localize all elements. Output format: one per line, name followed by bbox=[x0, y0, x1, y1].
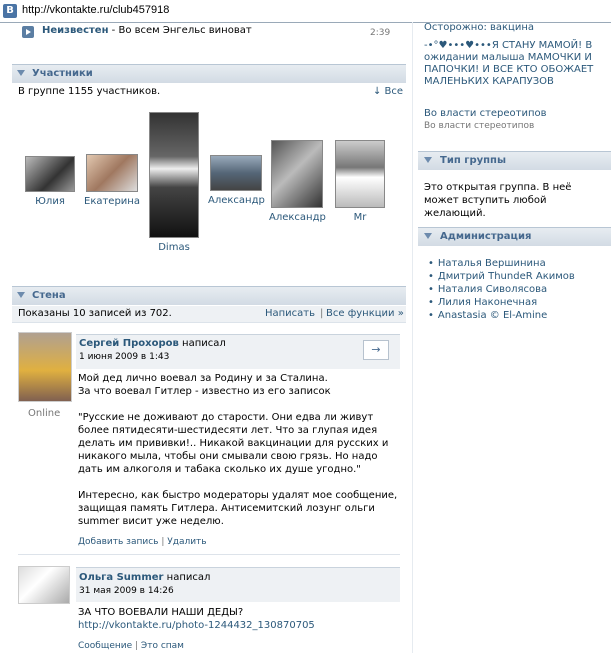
wall-subbar bbox=[12, 306, 406, 323]
audio-artist: Неизвестен bbox=[42, 25, 109, 36]
post-divider bbox=[18, 554, 400, 555]
post-text-line: За что воевал Гитлер - известно из его записок bbox=[78, 386, 331, 397]
members-all-link[interactable]: ↓ Все bbox=[373, 86, 404, 97]
admin-item[interactable]: • Дмитрий ThundeR Акимов bbox=[428, 270, 575, 283]
link-subtitle: Во власти стереотипов bbox=[424, 121, 535, 131]
post-author-name[interactable]: Ольга Summer bbox=[79, 572, 164, 583]
collapse-triangle-icon bbox=[424, 157, 432, 163]
column-divider bbox=[412, 22, 413, 653]
news-text[interactable]: -•°♥•••♥•••Я СТАНУ МАМОЙ! В ожидании малыша МАМОЧКИ И ПАПОЧКИ! И ВСЕ КТО ОБОЖАЕТ МАЛЕНЬКИХ КАРАПУЗОВ bbox=[424, 40, 594, 87]
post-actions: Сообщение | Это спам bbox=[78, 641, 184, 651]
post-date: 31 мая 2009 в 14:26 bbox=[79, 586, 174, 596]
post-text-line: ЗА ЧТО ВОЕВАЛИ НАШИ ДЕДЫ? bbox=[78, 607, 244, 618]
post-text-line: Мой дед лично воевал за Родину и за Сталина. bbox=[78, 373, 328, 384]
member-avatar bbox=[149, 112, 199, 238]
address-url[interactable]: http://vkontakte.ru/club457918 bbox=[22, 4, 170, 16]
audio-title: - Во всем Энгельс виноват bbox=[108, 25, 252, 36]
post-text-quote: "Русские не доживают до старости. Они едва ли живут более пятидесяти-шестидесяти лет. Что за глупая идея делать им прививки!.. Никакой вакцинации для русских и никакого мыла, чтобы они смывали свою грязь. Но надо дать им алкоголя и табака сколько их душе угодно." bbox=[78, 412, 389, 475]
member-name: Александр bbox=[208, 195, 265, 206]
reply-button[interactable]: → bbox=[363, 340, 389, 360]
admins-title: Администрация bbox=[440, 231, 532, 242]
wall-shown-count: Показаны 10 записей из 702. bbox=[18, 308, 172, 319]
add-entry-link[interactable]: Добавить запись bbox=[78, 537, 159, 547]
admin-item[interactable]: • Наталия Сиволясова bbox=[428, 283, 575, 296]
group-type-title: Тип группы bbox=[440, 155, 506, 166]
post-author-name[interactable]: Сергей Прохоров bbox=[79, 338, 179, 349]
post-verb: написал bbox=[182, 338, 226, 349]
admins-list bbox=[428, 257, 575, 322]
member-name: Екатерина bbox=[84, 196, 140, 207]
member-item[interactable] bbox=[269, 140, 325, 223]
message-link[interactable]: Сообщение bbox=[78, 641, 133, 651]
post-body bbox=[78, 606, 398, 632]
member-name: Юлия bbox=[35, 196, 65, 207]
delete-link[interactable]: Удалить bbox=[167, 537, 207, 547]
admin-item[interactable]: • Anastasia © El-Amine bbox=[428, 309, 575, 322]
member-avatar bbox=[335, 140, 385, 208]
collapse-triangle-icon bbox=[17, 70, 25, 76]
wall-write-link[interactable]: Написать bbox=[265, 308, 316, 319]
member-item[interactable] bbox=[83, 154, 141, 207]
post-header bbox=[76, 567, 400, 602]
member-name: Александр bbox=[269, 212, 326, 223]
post-author-avatar[interactable] bbox=[18, 332, 72, 402]
members-title: Участники bbox=[32, 68, 93, 79]
member-avatar bbox=[25, 156, 75, 192]
audio-duration: 2:39 bbox=[370, 28, 391, 38]
wall-header[interactable] bbox=[12, 286, 406, 305]
post-date: 1 июня 2009 в 1:43 bbox=[79, 352, 170, 362]
group-type-header[interactable] bbox=[418, 151, 611, 170]
admin-item[interactable]: • Лилия Наконечная bbox=[428, 296, 575, 309]
group-type-text: Это открытая группа. В неё может вступить любой желающий. bbox=[424, 182, 572, 219]
member-item[interactable] bbox=[332, 140, 388, 223]
wall-separator: | bbox=[320, 308, 324, 319]
members-header[interactable] bbox=[12, 64, 406, 83]
members-count: В группе 1155 участников. bbox=[18, 86, 161, 97]
member-avatar bbox=[271, 140, 323, 208]
post-author-avatar[interactable] bbox=[18, 566, 70, 604]
news-top-link[interactable]: Осторожно: вакцина bbox=[424, 22, 535, 33]
address-bar bbox=[0, 0, 611, 23]
post-text-paragraph: Интересно, как быстро модераторы удалят мое сообщение, защищая память Гитлера. Антисемитский лозунг ольги summer висит уже неделю. bbox=[78, 490, 398, 527]
post-link[interactable]: http://vkontakte.ru/photo-1244432_130870705 bbox=[78, 620, 315, 631]
member-item[interactable] bbox=[145, 112, 203, 253]
admins-header[interactable] bbox=[418, 227, 611, 246]
collapse-triangle-icon bbox=[424, 233, 432, 239]
post-header bbox=[76, 334, 400, 369]
post-verb: написал bbox=[166, 572, 211, 583]
member-name: Dimas bbox=[158, 242, 190, 253]
member-item[interactable] bbox=[22, 156, 78, 207]
link-title[interactable]: Во власти стереотипов bbox=[424, 108, 547, 119]
post-body bbox=[78, 372, 398, 528]
collapse-triangle-icon bbox=[17, 292, 25, 298]
spam-link[interactable]: Это спам bbox=[140, 641, 184, 651]
play-icon[interactable] bbox=[22, 26, 34, 38]
member-avatar bbox=[210, 155, 262, 191]
post-author-status: Online bbox=[28, 408, 61, 419]
vk-logo-icon: В bbox=[3, 4, 17, 18]
wall-title: Стена bbox=[32, 290, 66, 301]
member-name: Mr bbox=[353, 212, 367, 223]
member-item[interactable] bbox=[208, 155, 264, 206]
member-avatar bbox=[86, 154, 138, 192]
wall-all-functions-link[interactable]: Все функции » bbox=[326, 308, 404, 319]
admin-item[interactable]: • Наталья Вершинина bbox=[428, 257, 575, 270]
post-actions: Добавить запись | Удалить bbox=[78, 537, 207, 547]
audio-track[interactable] bbox=[42, 25, 252, 36]
